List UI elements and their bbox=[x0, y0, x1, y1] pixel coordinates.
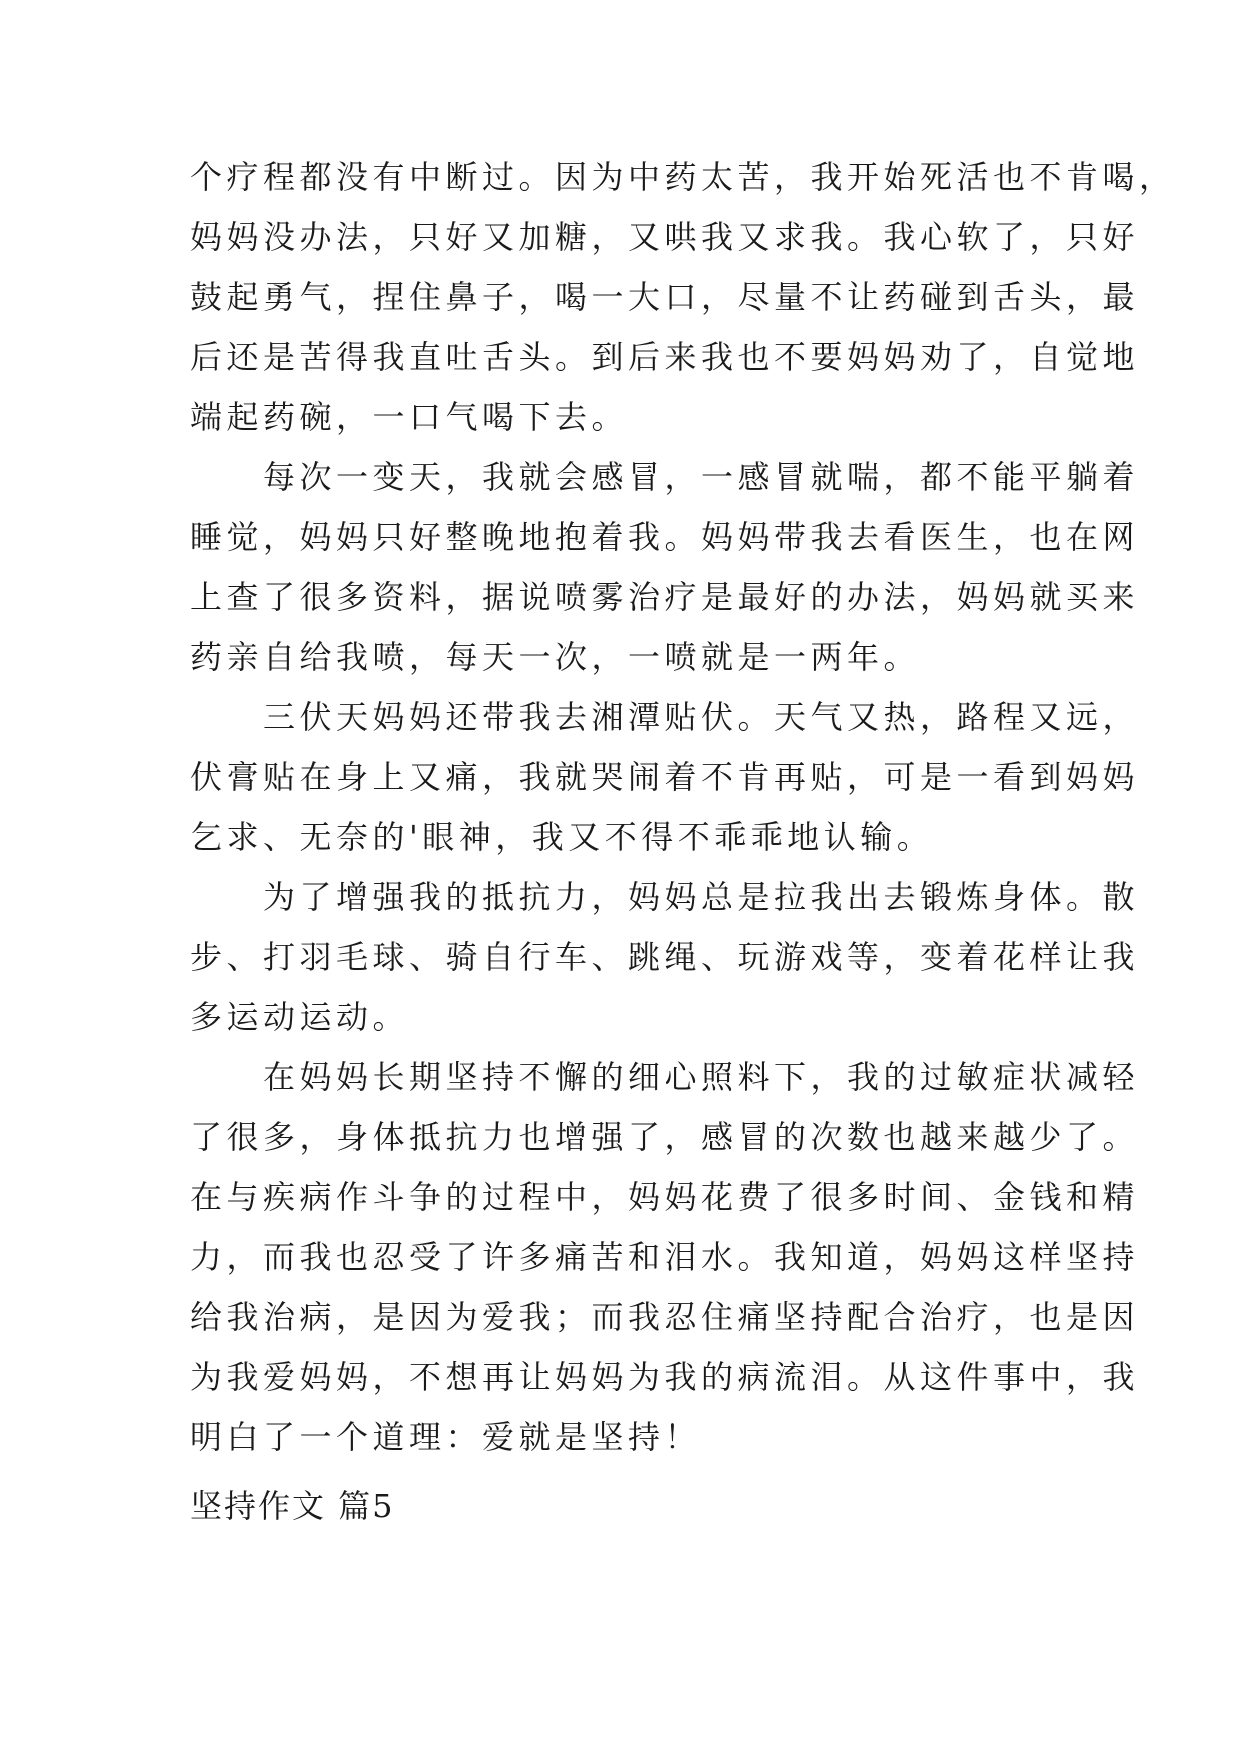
paragraph-line: 给我治病，是因为爱我；而我忍住痛坚持配合治疗，也是因 bbox=[190, 1298, 1140, 1336]
paragraph-line: 后还是苦得我直吐舌头。到后来我也不要妈妈劝了，自觉地 bbox=[190, 338, 1140, 376]
paragraph-line: 明白了一个道理：爱就是坚持！ bbox=[190, 1418, 702, 1456]
paragraph-line: 药亲自给我喷，每天一次，一喷就是一两年。 bbox=[190, 638, 921, 676]
paragraph-line: 乞求、无奈的'眼神，我又不得不乖乖地认输。 bbox=[190, 818, 934, 856]
paragraph-line: 力，而我也忍受了许多痛苦和泪水。我知道，妈妈这样坚持 bbox=[190, 1238, 1140, 1276]
paragraph-line: 在妈妈长期坚持不懈的细心照料下，我的过敏症状减轻 bbox=[190, 1058, 1140, 1096]
paragraph-line: 了很多，身体抵抗力也增强了，感冒的次数也越来越少了。 bbox=[190, 1118, 1140, 1156]
paragraph-line: 鼓起勇气，捏住鼻子，喝一大口，尽量不让药碰到舌头，最 bbox=[190, 278, 1140, 316]
paragraph-line: 为了增强我的抵抗力，妈妈总是拉我出去锻炼身体。散 bbox=[190, 878, 1140, 916]
paragraph-line: 每次一变天，我就会感冒，一感冒就喘，都不能平躺着 bbox=[190, 458, 1140, 496]
paragraph-line: 伏膏贴在身上又痛，我就哭闹着不肯再贴，可是一看到妈妈 bbox=[190, 758, 1140, 796]
paragraph-line: 步、打羽毛球、骑自行车、跳绳、玩游戏等，变着花样让我 bbox=[190, 938, 1140, 976]
paragraph-line: 多运动运动。 bbox=[190, 998, 410, 1036]
paragraph-line: 在与疾病作斗争的过程中，妈妈花费了很多时间、金钱和精 bbox=[190, 1178, 1140, 1216]
paragraph-line: 睡觉，妈妈只好整晚地抱着我。妈妈带我去看医生，也在网 bbox=[190, 518, 1140, 556]
paragraph-line: 妈妈没办法，只好又加糖，又哄我又求我。我心软了，只好 bbox=[190, 218, 1140, 256]
paragraph-line: 为我爱妈妈，不想再让妈妈为我的病流泪。从这件事中，我 bbox=[190, 1358, 1140, 1396]
paragraph-line: 上查了很多资料，据说喷雾治疗是最好的办法，妈妈就买来 bbox=[190, 578, 1140, 616]
paragraph-line: 三伏天妈妈还带我去湘潭贴伏。天气又热，路程又远， bbox=[190, 698, 1140, 736]
section-heading: 坚持作文 篇5 bbox=[190, 1487, 395, 1525]
paragraph-line: 个疗程都没有中断过。因为中药太苦，我开始死活也不肯喝， bbox=[190, 158, 1176, 196]
paragraph-line: 端起药碗，一口气喝下去。 bbox=[190, 398, 629, 436]
